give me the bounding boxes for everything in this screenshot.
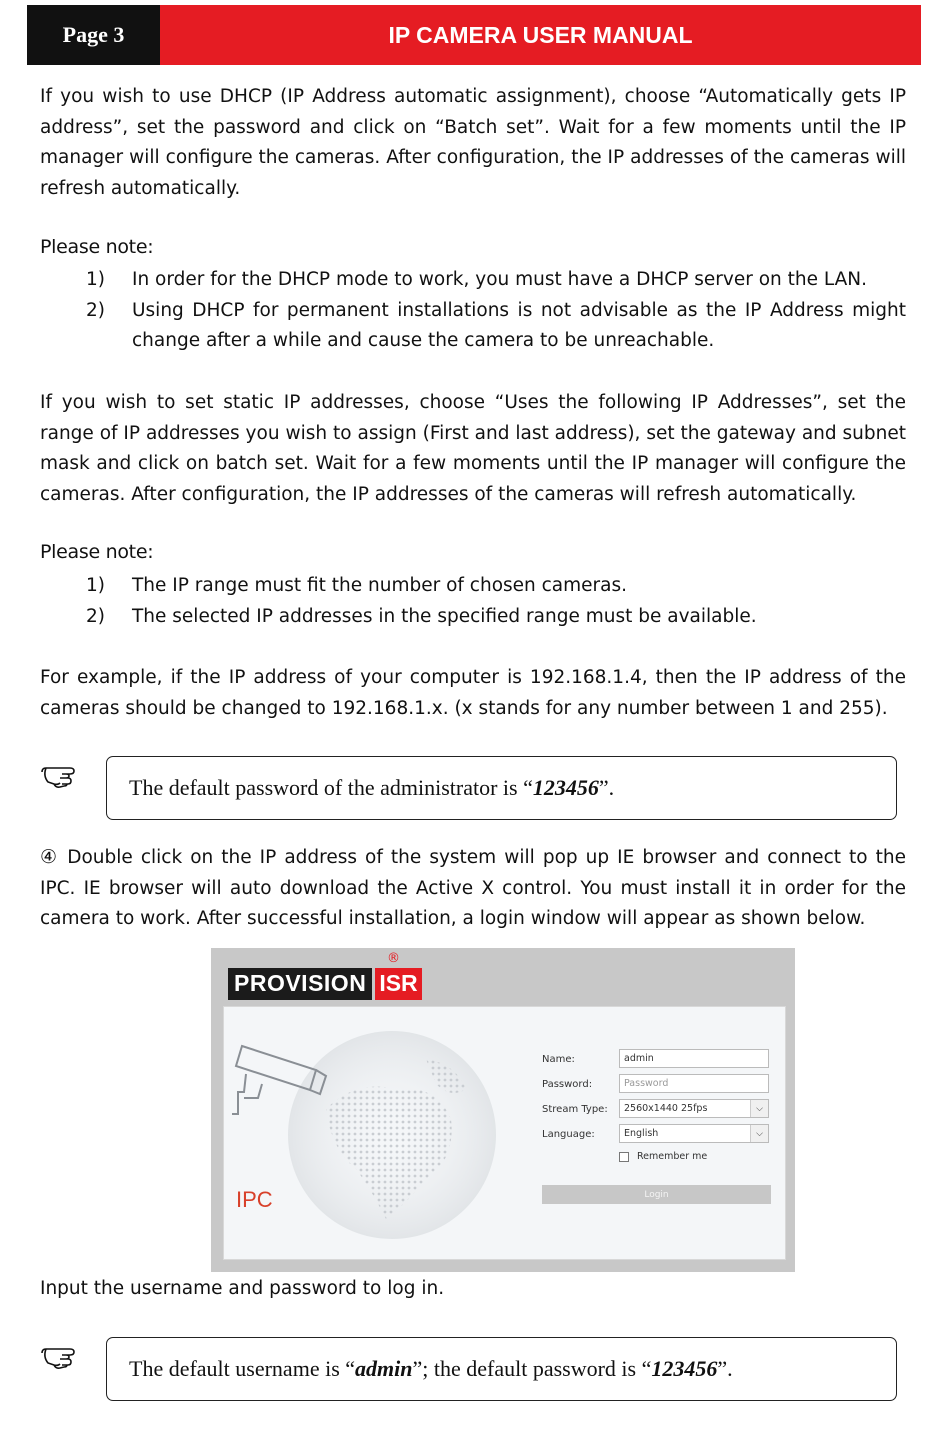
list-item: 1) The IP range must fit the number of chosen cameras.	[86, 575, 628, 596]
provision-isr-logo: PROVISION ISR	[228, 968, 422, 1000]
language-select[interactable]: English ⌵	[619, 1124, 769, 1143]
default-password: 123456	[532, 775, 599, 800]
list-item: 2) Using DHCP for permanent installations is not advisable as the IP Address might change after a while and cause the camera to be unreachable.	[86, 299, 906, 351]
language-label: Language:	[542, 1129, 595, 1140]
list-item: 1) In order for the DHCP mode to work, you must have a DHCP server on the LAN.	[86, 269, 867, 290]
username-input[interactable]: admin	[619, 1049, 769, 1068]
camera-graphic-icon	[232, 1032, 332, 1122]
dhcp-paragraph: If you wish to use DHCP (IP Address automatic assignment), choose “Automatically gets IP address”, set the password and click on “Batch set”. Wait for a few moments until the IP manager will configure the cameras. After configuration, the IP addresses of the cameras will refresh automatically.	[40, 86, 906, 199]
password-input[interactable]: Password	[619, 1074, 769, 1093]
remember-me[interactable]: Remember me	[619, 1151, 707, 1162]
login-panel	[223, 1006, 786, 1260]
step-number: ④	[40, 846, 60, 868]
note-list-2	[86, 571, 906, 632]
login-instruction: Input the username and password to log in.	[40, 1278, 445, 1299]
pointing-hand-icon	[40, 762, 90, 792]
default-username: admin	[355, 1356, 413, 1381]
ipc-label: IPC	[236, 1187, 273, 1212]
note-heading-2: Please note:	[40, 541, 154, 563]
manual-title: IP CAMERA USER MANUAL	[160, 5, 921, 65]
callout-box: The default password of the administrator is “ 123456 ”.	[106, 756, 897, 820]
page-header	[27, 5, 921, 65]
credentials-callout	[40, 1337, 897, 1401]
registered-mark: ®	[387, 951, 400, 966]
list-item: 2) The selected IP addresses in the specified range must be available.	[86, 605, 757, 627]
login-button[interactable]: Login	[542, 1185, 771, 1204]
stream-type-select[interactable]: 2560x1440 25fps ⌵	[619, 1099, 769, 1118]
login-form	[542, 1047, 782, 1200]
step4-paragraph: ④ Double click on the IP address of the system will pop up IE browser and connect to the IPC. IE browser will auto download the Active X control. You must install it in order for the camera to work. After successful installation, a login window will appear as shown below.	[40, 846, 906, 929]
page-number: Page 3	[27, 5, 160, 65]
default-password: 123456	[651, 1356, 718, 1381]
pointing-hand-icon	[40, 1343, 90, 1373]
password-callout	[40, 756, 897, 820]
name-label: Name:	[542, 1054, 575, 1065]
stream-type-label: Stream Type:	[542, 1104, 608, 1115]
password-label: Password:	[542, 1079, 593, 1090]
callout-box: The default username is “ admin ”; the default password is “ 123456 ”.	[106, 1337, 897, 1401]
chevron-down-icon: ⌵	[750, 1125, 768, 1142]
note-list-1	[86, 265, 906, 357]
static-ip-paragraph: If you wish to set static IP addresses, choose “Uses the following IP Addresses”, set the range of IP addresses you wish to assign (First and last address), set the gateway and subnet mask and click on batch set. Wait for a few moments until the IP manager will configure the cameras. After configuration, the IP addresses of the cameras will refresh automatically.	[40, 392, 906, 505]
note-heading-1: Please note:	[40, 236, 154, 258]
chevron-down-icon: ⌵	[750, 1100, 768, 1117]
login-screenshot	[211, 948, 795, 1272]
example-paragraph: For example, if the IP address of your computer is 192.168.1.4, then the IP address of the cameras should be changed to 192.168.1.x. (x stands for any number between 1 and 255).	[40, 667, 906, 719]
remember-checkbox[interactable]	[619, 1152, 629, 1162]
